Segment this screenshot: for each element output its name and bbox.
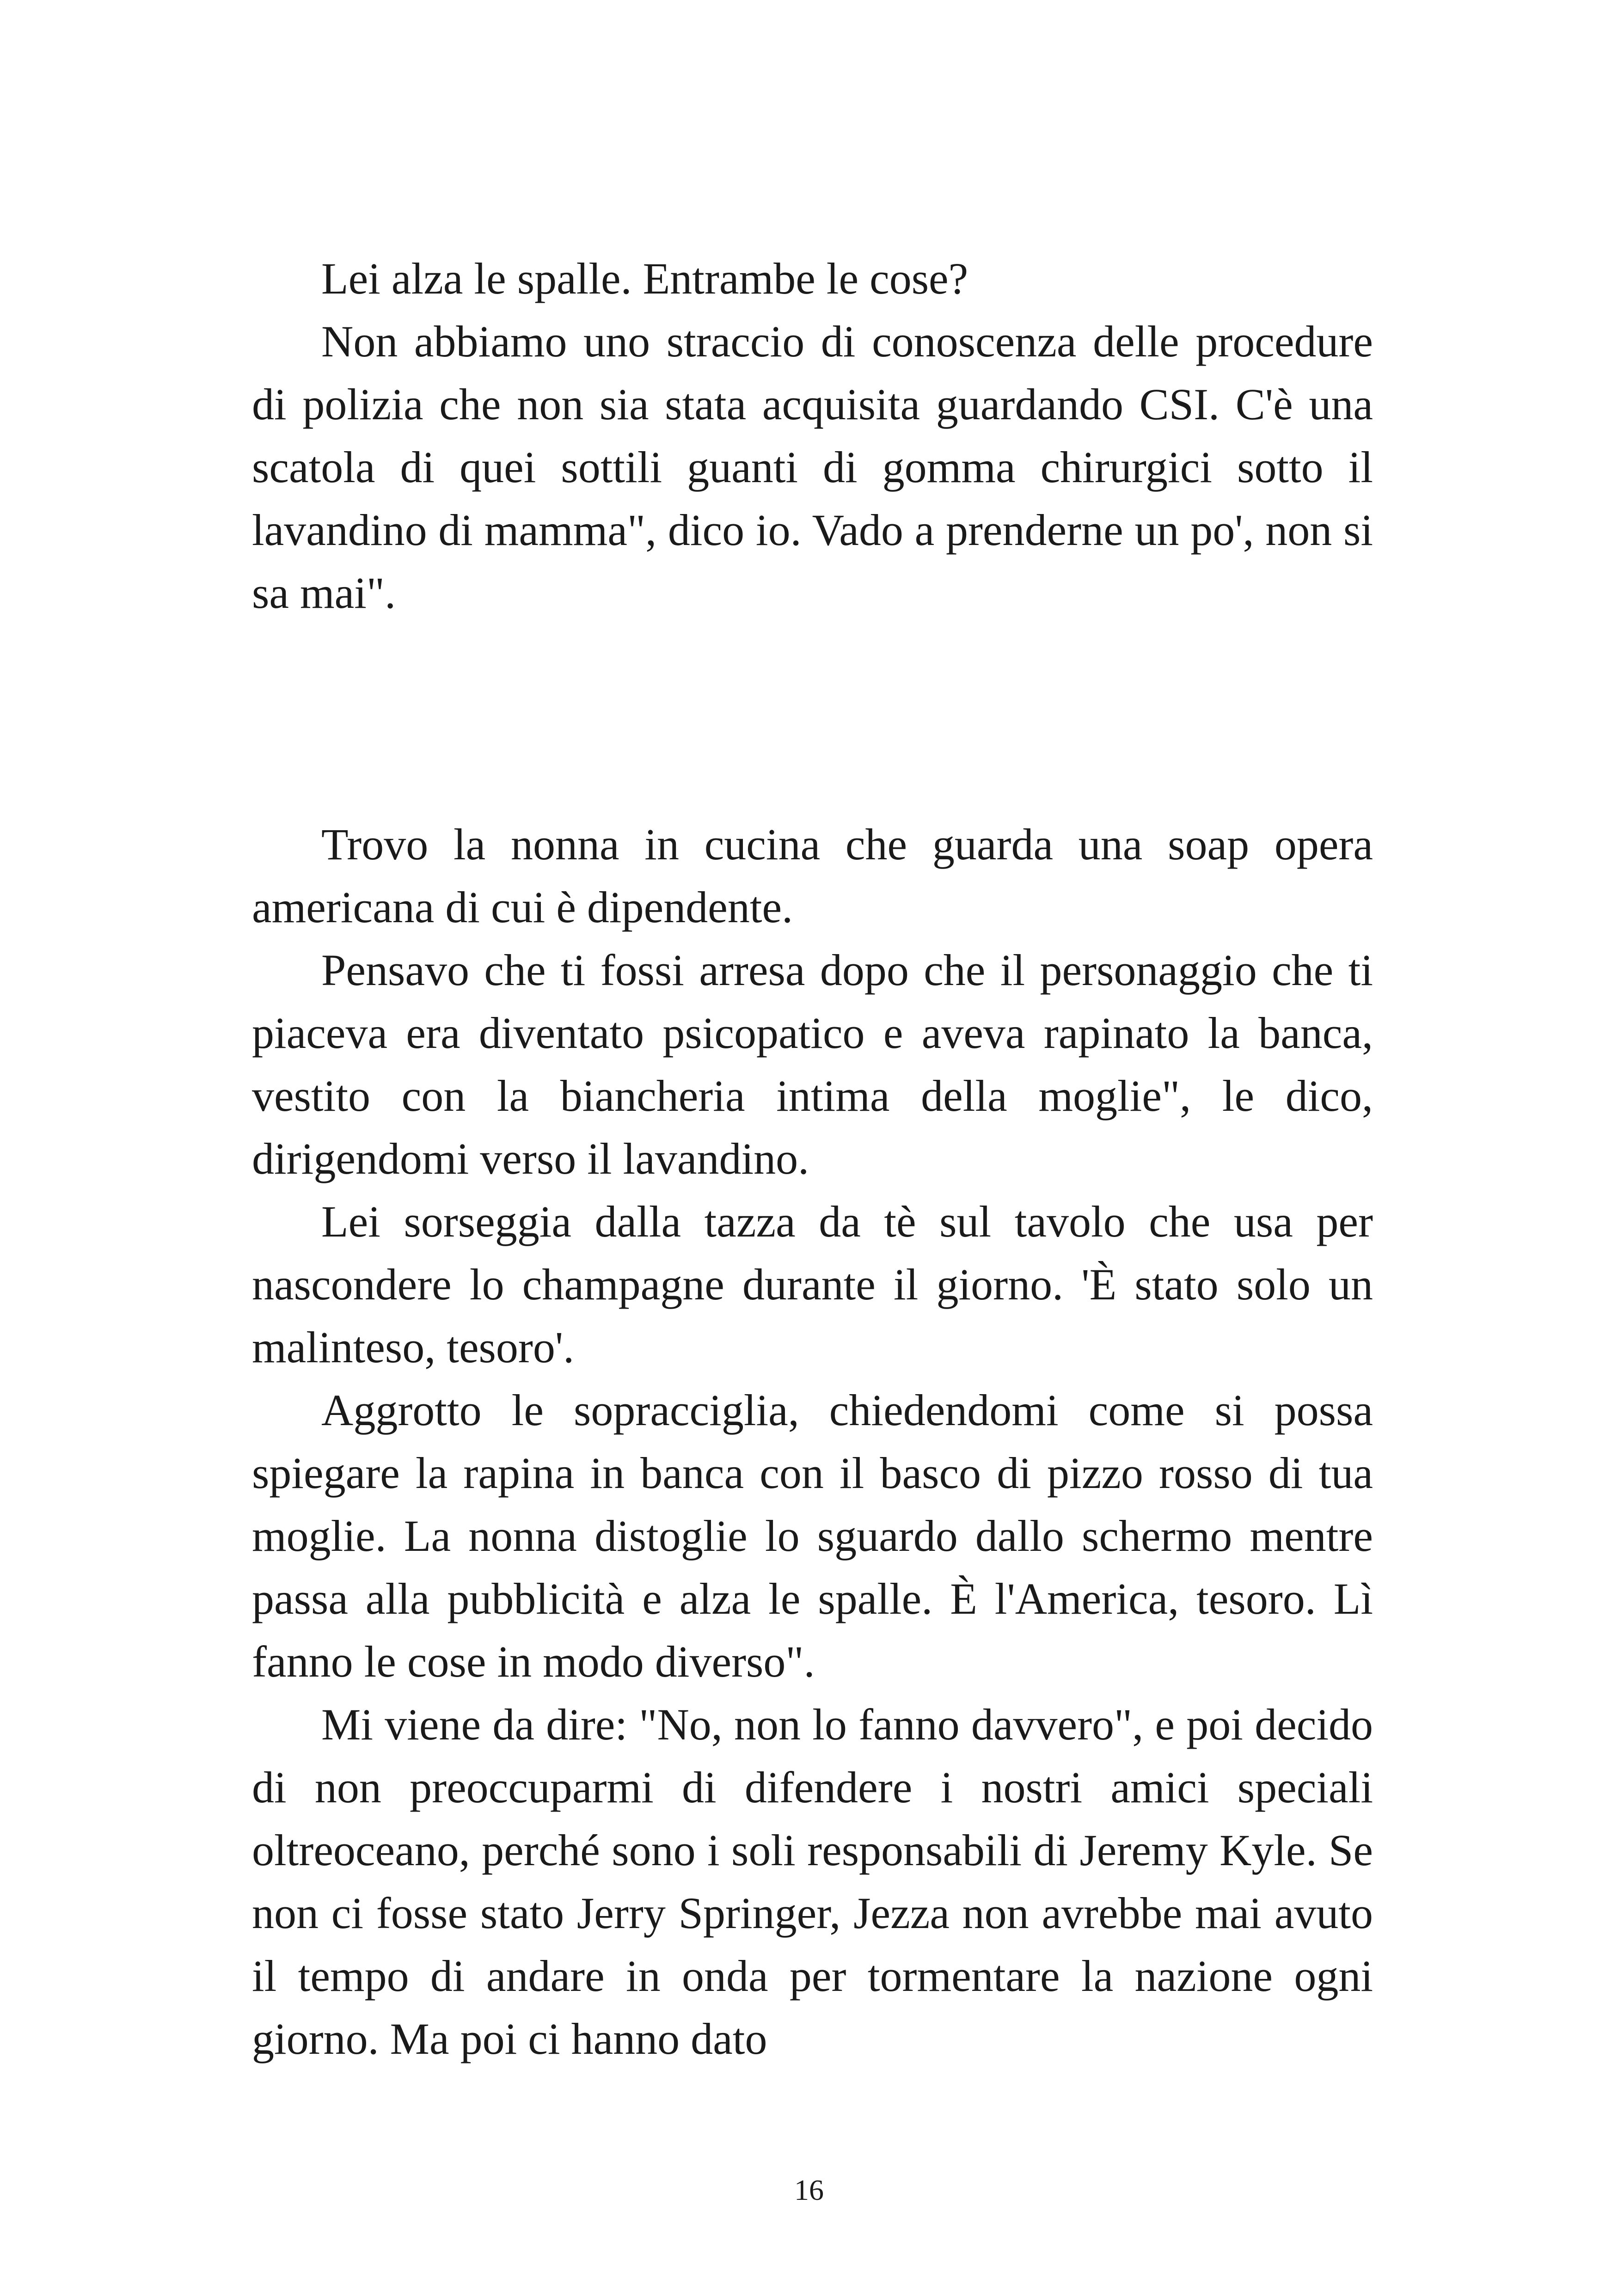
paragraph: Non abbiamo uno straccio di conoscenza delle procedure di polizia che non sia stata acquisita guardando CSI. C'è una scatola di quei sottili guanti di gomma chirurgici sotto il lavandino di mamma", dico io. Vado a prenderne un po', non si sa mai". xyxy=(252,317,1373,618)
paragraph: Mi viene da dire: "No, non lo fanno davvero", e poi decido di non preoccuparmi di difendere i nostri amici speciali oltreoceano, perché sono i soli responsabili di Jeremy Kyle. Se non ci fosse stato Jerry Springer, Jezza non avrebbe mai avuto il tempo di andare in onda per tormentare la nazione ogni giorno. Ma poi ci hanno dato xyxy=(252,1700,1373,2063)
page-body xyxy=(252,247,1373,2070)
page-number: 16 xyxy=(794,2174,824,2206)
paragraph: Lei alza le spalle. Entrambe le cose? xyxy=(321,254,968,303)
paragraph: Lei sorseggia dalla tazza da tè sul tavolo che usa per nascondere lo champagne durante il giorno. 'È stato solo un malinteso, tesoro'. xyxy=(252,1197,1373,1372)
section-break xyxy=(252,625,1373,813)
paragraph: Trovo la nonna in cucina che guarda una soap opera americana di cui è dipendente. xyxy=(252,820,1373,932)
paragraph: Aggrotto le sopracciglia, chiedendomi come si possa spiegare la rapina in banca con il basco di pizzo rosso di tua moglie. La nonna distoglie lo sguardo dallo schermo mentre passa alla pubblicità e alza le spalle. È l'America, tesoro. Lì fanno le cose in modo diverso". xyxy=(252,1385,1373,1686)
paragraph: Pensavo che ti fossi arresa dopo che il personaggio che ti piaceva era diventato psicopatico e aveva rapinato la banca, vestito con la biancheria intima della moglie", le dico, dirigendomi verso il lavandino. xyxy=(252,945,1373,1183)
